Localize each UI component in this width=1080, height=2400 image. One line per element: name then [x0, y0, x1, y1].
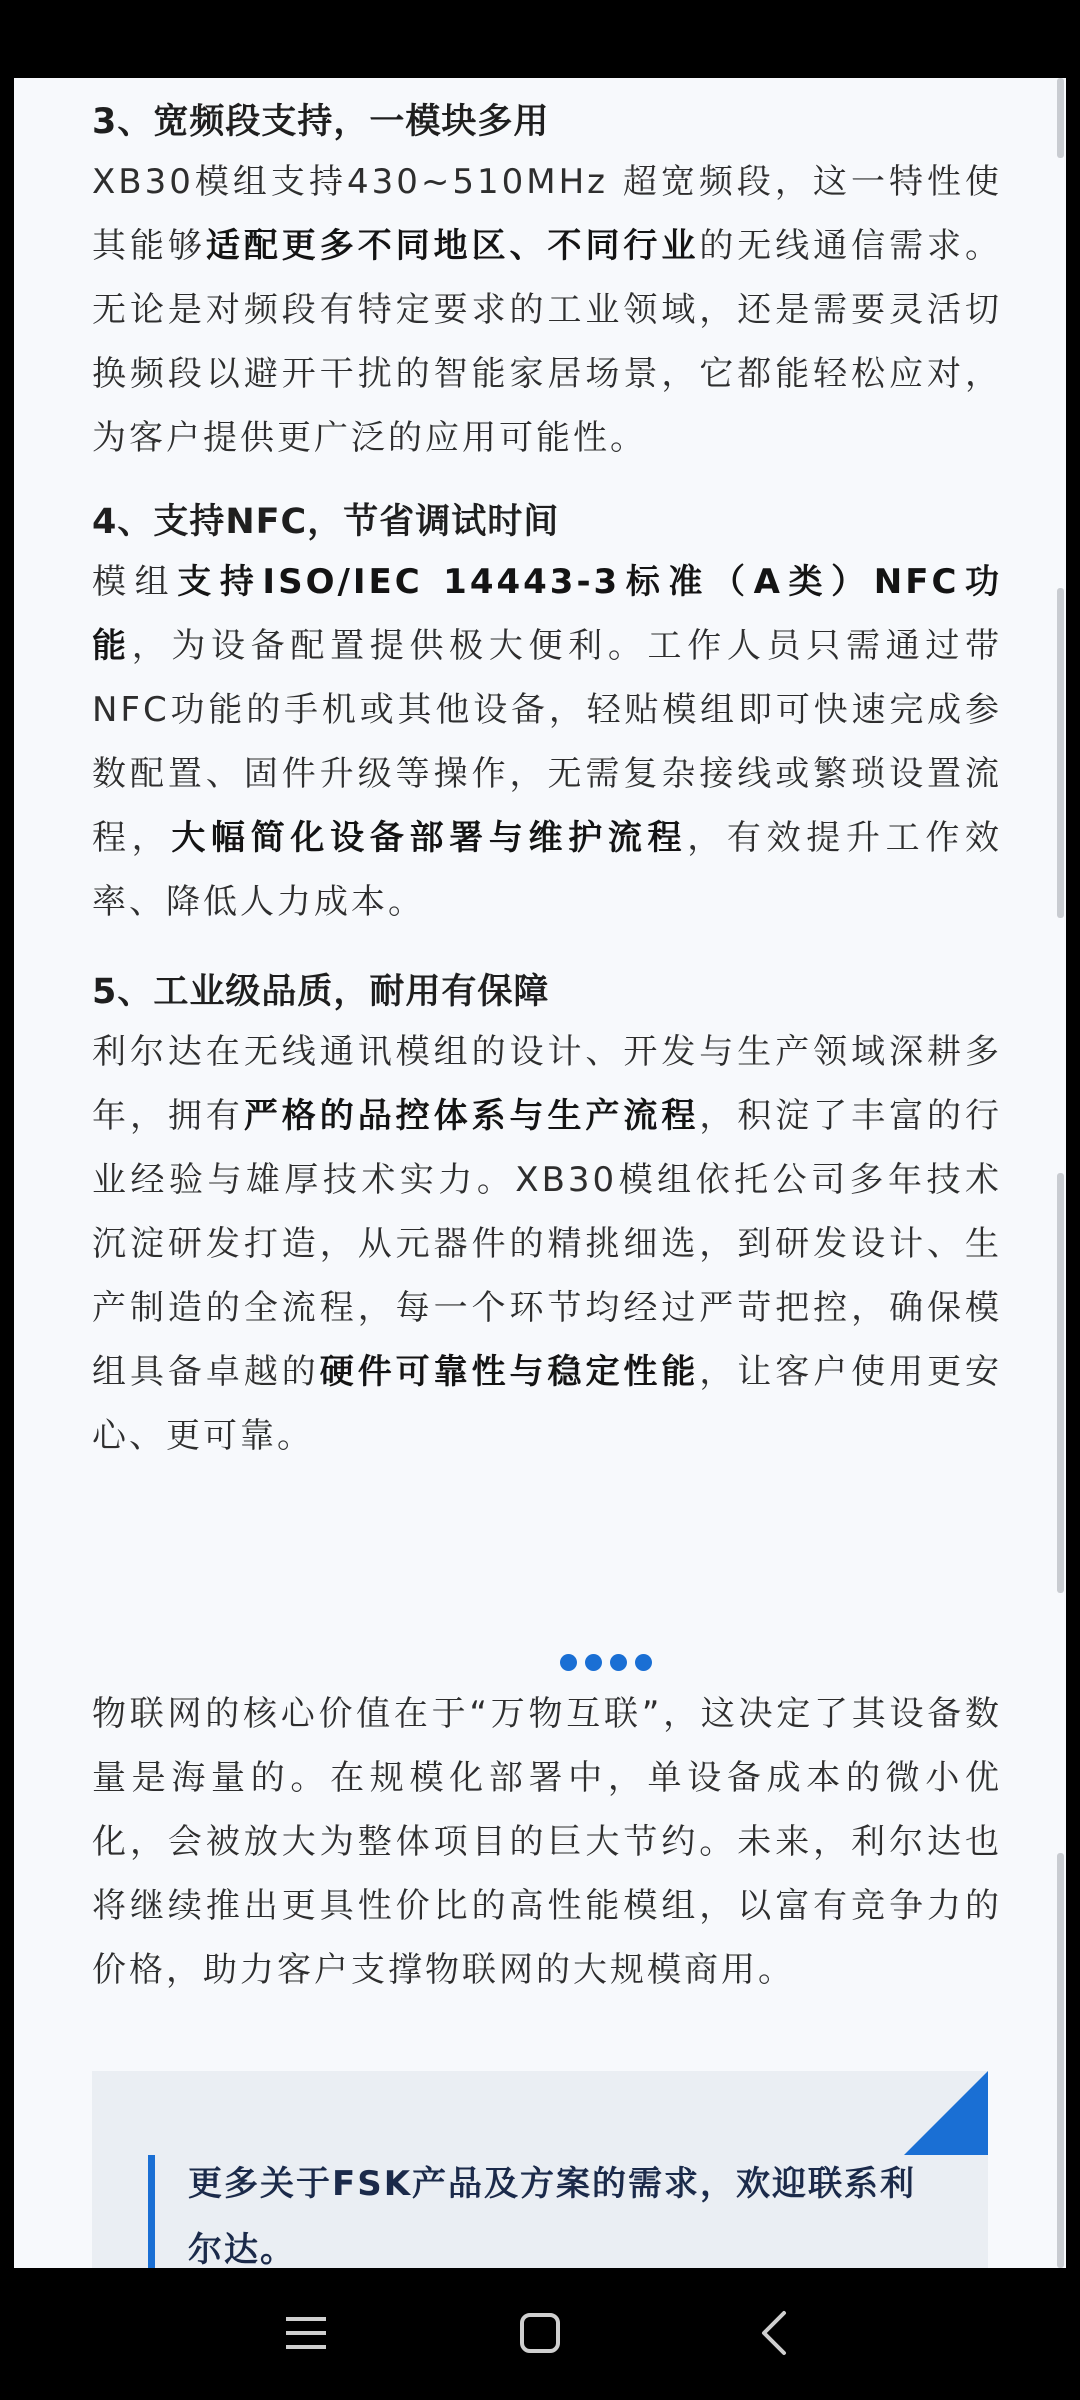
- section-3: [92, 94, 1002, 470]
- four-dots-divider-icon: [560, 1654, 652, 1671]
- text-run: 利尔达在无线通讯模组的设计、开发与生产领域深耕多年，拥有: [92, 1032, 1002, 1136]
- callout-accent-bar: [148, 2155, 155, 2268]
- scrollbar-segment: [1057, 1853, 1064, 2268]
- section-4: [92, 494, 1002, 934]
- bold-text-run: 严格的品控体系与生产流程: [243, 1096, 700, 1136]
- system-navigation-bar: [0, 2268, 1080, 2400]
- divider-dot: [635, 1654, 652, 1671]
- home-square-icon[interactable]: [500, 2298, 580, 2368]
- closing-paragraph: 物联网的核心价值在于“万物互联”，这决定了其设备数量是海量的。在规模化部署中，单设备成本的微小优化，会被放大为整体项目的巨大节约。未来，利尔达也将继续推出更具性价比的高性能模组，以富有竞争力的价格，助力客户支撑物联网的大规模商用。: [92, 1694, 1002, 1990]
- section-paragraph: [92, 550, 1002, 934]
- bold-text-run: 大幅简化设备部署与维护流程: [171, 818, 688, 858]
- divider-dot: [585, 1654, 602, 1671]
- divider-dot: [610, 1654, 627, 1671]
- article-page[interactable]: [14, 78, 1066, 2268]
- section-heading: 3、宽频段支持，一模块多用: [92, 102, 550, 142]
- text-run: 的无线通信需求。无论是对频段有特定要求的工业领域，还是需要灵活切换频段以避开干扰的智能家居场景，它都能轻松应对，为客户提供更广泛的应用可能性。: [92, 226, 1003, 458]
- corner-triangle-icon: [904, 2071, 988, 2155]
- bold-text-run: 适配更多不同地区、不同行业: [205, 226, 700, 266]
- back-chevron-icon[interactable]: [734, 2298, 814, 2368]
- menu-icon[interactable]: [266, 2298, 346, 2368]
- section-5: [92, 964, 1002, 1468]
- section-heading: 4、支持NFC，节省调试时间: [92, 502, 560, 542]
- text-run: XB30模组支持430~510MHz 超宽频段，这一特性使其能够: [92, 162, 1002, 266]
- callout-text: 更多关于FSK产品及方案的需求，欢迎联系利尔达。: [188, 2164, 917, 2268]
- divider-dot: [560, 1654, 577, 1671]
- section-heading: 5、工业级品质，耐用有保障: [92, 972, 550, 1012]
- scrollbar-segment: [1057, 588, 1064, 918]
- bold-text-run: 硬件可靠性与稳定性能: [319, 1352, 700, 1392]
- scrollbar-segment: [1057, 1173, 1064, 1593]
- text-run: ，积淀了丰富的行业经验与雄厚技术实力。XB30模组依托公司多年技术沉淀研发打造，从元器件的精挑细选，到研发设计、生产制造的全流程，每一个环节均经过严苛把控，确保模组具备卓越的: [92, 1096, 1003, 1392]
- text-run: ，让客户使用更安心、更可靠。: [92, 1352, 1003, 1456]
- text-run: ，为设备配置提供极大便利。工作人员只需通过带NFC功能的手机或其他设备，轻贴模组即可快速完成参数配置、固件升级等操作，无需复杂接线或繁琐设置流程，: [92, 626, 1003, 858]
- status-bar: [0, 0, 1080, 78]
- section-paragraph: [92, 150, 1002, 470]
- scrollbar-segment: [1057, 78, 1064, 158]
- section-paragraph: [92, 1020, 1002, 1468]
- contact-callout: [92, 2071, 988, 2268]
- scrollbar[interactable]: [1052, 78, 1066, 2268]
- bold-text-run: 支持ISO/IEC 14443-3标准（A类）NFC功能: [92, 562, 1003, 666]
- text-run: 模组: [92, 562, 178, 602]
- text-run: ，有效提升工作效率、降低人力成本。: [92, 818, 1003, 922]
